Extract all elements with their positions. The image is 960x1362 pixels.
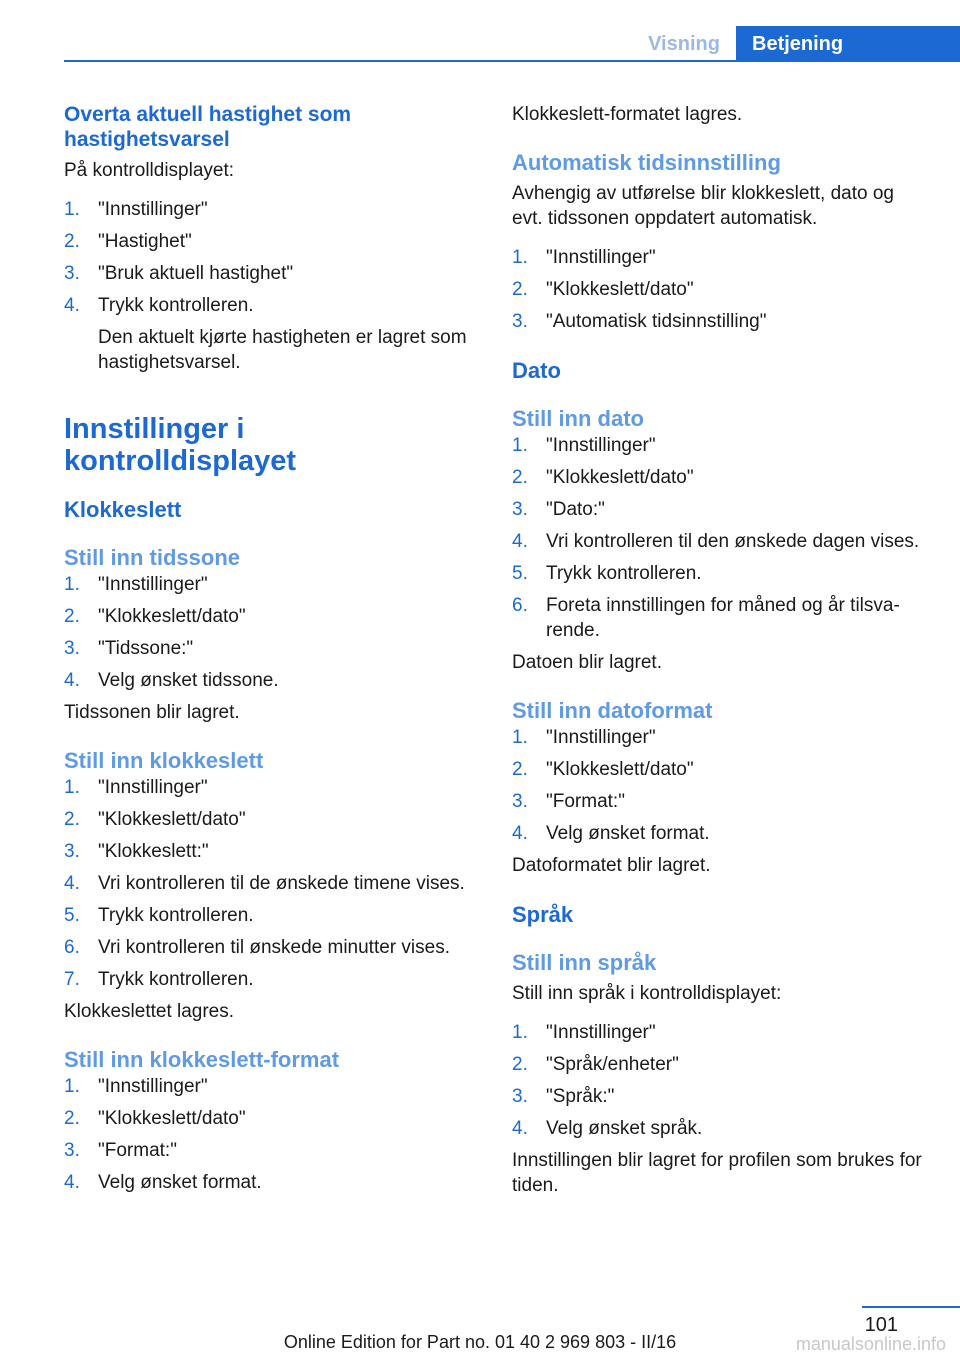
format-saved: Klokkeslett-formatet lagres. bbox=[512, 104, 743, 125]
step-text: "Klokkeslett:" bbox=[98, 841, 209, 862]
list-item bbox=[64, 935, 476, 960]
list-item bbox=[64, 775, 476, 800]
klokkeslett-heading: Klokkeslett bbox=[64, 497, 182, 522]
step-number: 1. bbox=[512, 435, 528, 456]
section-title: Innstillinger i kontrolldisplayet bbox=[64, 413, 297, 477]
list-item bbox=[64, 839, 476, 864]
step-text: "Tidssone:" bbox=[98, 638, 194, 659]
dato-after: Datoen blir lagret. bbox=[512, 652, 662, 673]
list-item bbox=[64, 1170, 476, 1195]
list-item bbox=[512, 465, 922, 490]
page-number: 101 bbox=[864, 1314, 898, 1336]
step-number: 7. bbox=[64, 969, 80, 990]
klokkeslett-after: Klokkeslettet lagres. bbox=[64, 1001, 235, 1022]
auto-heading: Automatisk tidsinnstilling bbox=[512, 150, 781, 175]
step-number: 2. bbox=[64, 1108, 80, 1129]
list-item bbox=[512, 1020, 922, 1045]
list-item bbox=[512, 821, 922, 846]
step-text: "Automatisk tidsinnstilling" bbox=[546, 311, 767, 332]
list-item bbox=[64, 903, 476, 928]
step-text: "Format:" bbox=[546, 791, 625, 812]
list-item bbox=[64, 604, 476, 629]
step-number: 2. bbox=[64, 809, 80, 830]
step-number: 4. bbox=[512, 531, 528, 552]
klokkeslett-set-heading: Still inn klokkeslett bbox=[64, 748, 264, 773]
step-text: Velg ønsket format. bbox=[546, 823, 710, 844]
step-text: "Format:" bbox=[98, 1140, 177, 1161]
list-item bbox=[512, 277, 922, 302]
step-number: 3. bbox=[512, 311, 528, 332]
step-number: 6. bbox=[512, 595, 528, 616]
step-text: "Innstillinger" bbox=[98, 199, 208, 220]
list-item bbox=[64, 197, 476, 222]
step-number: 1. bbox=[512, 247, 528, 268]
klokkeslett-steps bbox=[64, 775, 476, 992]
sprak-set-heading: Still inn språk bbox=[512, 950, 657, 975]
sprak-after: Innstillingen blir lagret for profilen som brukes for tiden. bbox=[512, 1150, 922, 1196]
step-number: 3. bbox=[64, 841, 80, 862]
list-item bbox=[64, 261, 476, 286]
sprak-steps bbox=[512, 1020, 922, 1141]
step-text: Velg ønsket språk. bbox=[546, 1118, 703, 1139]
edition-text: Online Edition for Part no. 01 40 2 969 803 - II/16 bbox=[283, 1332, 677, 1352]
list-item bbox=[512, 309, 922, 334]
step-text: Trykk kontrolleren. bbox=[98, 295, 254, 316]
tidssone-heading: Still inn tidssone bbox=[64, 545, 241, 570]
step-number: 1. bbox=[512, 727, 528, 748]
dato-heading: Dato bbox=[512, 358, 561, 383]
step-number: 1. bbox=[64, 199, 80, 220]
format-heading: Still inn klokkeslett-format bbox=[64, 1047, 340, 1072]
sprak-heading: Språk bbox=[512, 902, 574, 927]
left-column bbox=[64, 102, 476, 1202]
step-number: 2. bbox=[512, 467, 528, 488]
tidssone-steps bbox=[64, 572, 476, 693]
step-text: "Hastighet" bbox=[98, 231, 192, 252]
step-text: Velg ønsket tidssone. bbox=[98, 670, 279, 691]
step-number: 4. bbox=[64, 295, 80, 316]
step-number: 2. bbox=[512, 759, 528, 780]
step-text: "Bruk aktuell hastighet" bbox=[98, 263, 294, 284]
step-number: 3. bbox=[512, 499, 528, 520]
list-item bbox=[64, 1106, 476, 1131]
list-item bbox=[64, 636, 476, 661]
list-item bbox=[64, 229, 476, 254]
footer-rule bbox=[862, 1306, 960, 1308]
step-number: 4. bbox=[64, 670, 80, 691]
step-text: "Innstillinger" bbox=[546, 1022, 656, 1043]
step-text: "Innstillinger" bbox=[546, 727, 656, 748]
list-item bbox=[64, 871, 476, 896]
step-text: Vri kontrolleren til ønskede minutter vises. bbox=[98, 937, 450, 958]
step-number: 2. bbox=[512, 1054, 528, 1075]
list-item bbox=[64, 1074, 476, 1099]
list-item bbox=[512, 433, 922, 458]
list-item bbox=[64, 1138, 476, 1163]
step-number: 1. bbox=[64, 777, 80, 798]
step-text: Vri kontrolleren til den ønskede dagen vises. bbox=[546, 531, 920, 552]
step-number: 6. bbox=[64, 937, 80, 958]
step-text: "Klokkeslett/dato" bbox=[546, 759, 694, 780]
step-text: "Innstillinger" bbox=[546, 435, 656, 456]
step-text: "Innstillinger" bbox=[546, 247, 656, 268]
step-text: "Innstillinger" bbox=[98, 1076, 208, 1097]
list-item bbox=[64, 807, 476, 832]
step-number: 4. bbox=[512, 823, 528, 844]
overta-intro: På kontrolldisplayet: bbox=[64, 160, 235, 181]
list-item bbox=[512, 497, 922, 522]
dato-set-heading: Still inn dato bbox=[512, 406, 644, 431]
datoformat-steps bbox=[512, 725, 922, 846]
list-item bbox=[512, 1116, 922, 1141]
list-item bbox=[512, 561, 922, 586]
list-item bbox=[512, 725, 922, 750]
header-rule bbox=[64, 60, 960, 62]
step-number: 3. bbox=[512, 1086, 528, 1107]
datoformat-heading: Still inn datoformat bbox=[512, 698, 713, 723]
step-text: Trykk kontrolleren. bbox=[98, 969, 254, 990]
tab-betjening[interactable]: Betjening bbox=[736, 26, 960, 62]
list-item bbox=[512, 529, 922, 554]
step-text: Velg ønsket format. bbox=[98, 1172, 262, 1193]
list-item bbox=[512, 593, 922, 643]
list-item bbox=[512, 245, 922, 270]
list-item bbox=[512, 1052, 922, 1077]
step-number: 2. bbox=[64, 606, 80, 627]
sprak-intro: Still inn språk i kontrolldisplayet: bbox=[512, 983, 782, 1004]
step-number: 4. bbox=[64, 1172, 80, 1193]
step-text: "Språk/enheter" bbox=[546, 1054, 679, 1075]
step-text: "Innstillinger" bbox=[98, 777, 208, 798]
list-item bbox=[64, 967, 476, 992]
step-text: Vri kontrolleren til de ønskede timene vises. bbox=[98, 873, 465, 894]
step-number: 3. bbox=[64, 638, 80, 659]
datoformat-after: Datoformatet blir lagret. bbox=[512, 855, 711, 876]
step-text: "Klokkeslett/dato" bbox=[546, 279, 694, 300]
step-number: 2. bbox=[512, 279, 528, 300]
step-number: 4. bbox=[64, 873, 80, 894]
list-item bbox=[512, 789, 922, 814]
step-number: 1. bbox=[64, 574, 80, 595]
step-number: 4. bbox=[512, 1118, 528, 1139]
step-number: 1. bbox=[512, 1022, 528, 1043]
right-column bbox=[512, 102, 922, 1198]
tidssone-after: Tidssonen blir lagret. bbox=[64, 702, 240, 723]
step-text: "Innstillinger" bbox=[98, 574, 208, 595]
dato-steps bbox=[512, 433, 922, 643]
list-item bbox=[512, 1084, 922, 1109]
step-number: 1. bbox=[64, 1076, 80, 1097]
overta-steps bbox=[64, 197, 476, 375]
step-number: 3. bbox=[64, 263, 80, 284]
step-text: "Klokkeslett/dato" bbox=[98, 809, 246, 830]
list-item bbox=[512, 757, 922, 782]
step-text: Trykk kontrolleren. bbox=[98, 905, 254, 926]
step-text: Trykk kontrolleren. bbox=[546, 563, 702, 584]
list-item bbox=[64, 668, 476, 693]
step-number: 3. bbox=[64, 1140, 80, 1161]
list-item bbox=[64, 572, 476, 597]
step-text: "Klokkeslett/dato" bbox=[98, 606, 246, 627]
step-text: "Dato:" bbox=[546, 499, 605, 520]
tab-visning[interactable]: Visning bbox=[648, 33, 720, 55]
step-text: "Klokkeslett/dato" bbox=[546, 467, 694, 488]
format-steps bbox=[64, 1074, 476, 1195]
step-text: Foreta innstillingen for måned og år tilsvarende. bbox=[546, 595, 900, 641]
step-number: 5. bbox=[512, 563, 528, 584]
step-note: Den aktuelt kjørte hastigheten er lagret som hastighetsvarsel. bbox=[98, 327, 467, 373]
auto-steps bbox=[512, 245, 922, 334]
step-number: 5. bbox=[64, 905, 80, 926]
step-number: 2. bbox=[64, 231, 80, 252]
step-text: "Språk:" bbox=[546, 1086, 615, 1107]
step-text: "Klokkeslett/dato" bbox=[98, 1108, 246, 1129]
step-number: 3. bbox=[512, 791, 528, 812]
auto-intro: Avhengig av utførelse blir klokkeslett, dato og evt. tidssonen oppdatert automatisk. bbox=[512, 183, 894, 229]
watermark: manualsonline.info bbox=[795, 1334, 946, 1354]
list-item bbox=[64, 293, 476, 375]
overta-heading: Overta aktuell hastighet som hastighetsvarsel bbox=[64, 103, 352, 151]
